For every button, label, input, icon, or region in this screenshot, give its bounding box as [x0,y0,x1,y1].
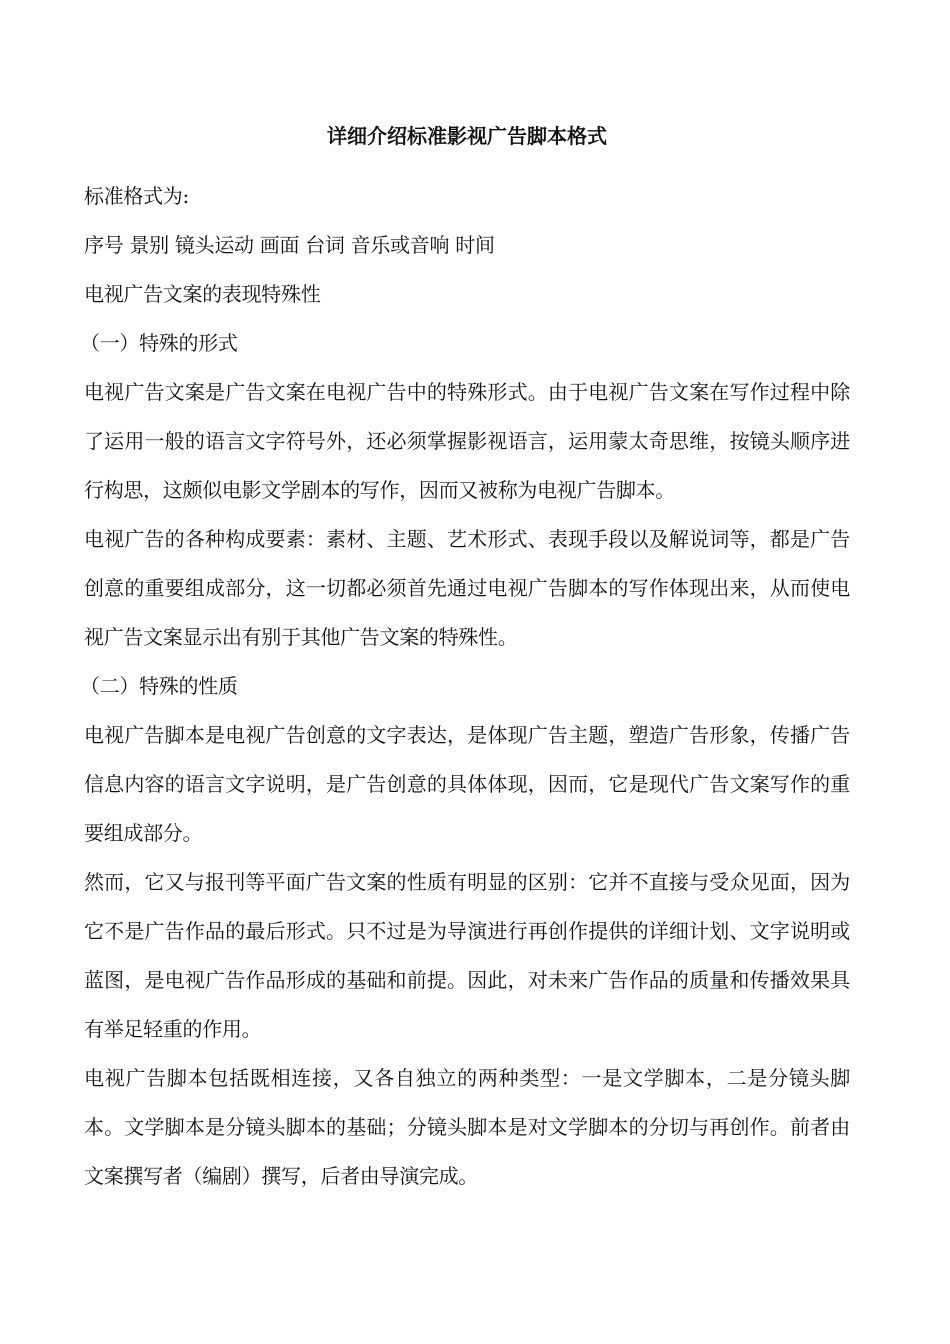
document-title: 详细介绍标准影视广告脚本格式 [327,124,607,148]
section-heading: 电视广告文案的表现特殊性 [84,282,321,306]
document-page [80,118,850,1201]
paragraph-format-label: 标准格式为: [84,184,189,208]
paragraph-script-types: 电视广告脚本包括既相连接，又各自独立的两种类型：一是文学脚本，二是分镜头脚本。文学脚本是分镜头脚本的基础；分镜头脚本是对文学脚本的分切与再创作。前者由文案撰写者（编剧）撰写，后者由导演完成。 [84,1066,850,1188]
subsection-heading-nature: （二）特殊的性质 [80,674,238,698]
paragraph-format-columns: 序号 景别 镜头运动 画面 台词 音乐或音响 时间 [84,233,495,257]
paragraph-nature-body-1: 电视广告脚本是电视广告创意的文字表达，是体现广告主题，塑造广告形象，传播广告信息内容的语言文字说明，是广告创意的具体体现，因而，它是现代广告文案写作的重要组成部分。 [84,723,850,845]
paragraph-form-body-1: 电视广告文案是广告文案在电视广告中的特殊形式。由于电视广告文案在写作过程中除了运用一般的语言文字符号外，还必须掌握影视语言，运用蒙太奇思维，按镜头顺序进行构思，这颇似电影文学剧本的写作，因而又被称为电视广告脚本。 [84,380,850,502]
paragraph-nature-body-2: 然而，它又与报刊等平面广告文案的性质有明显的区别：它并不直接与受众见面，因为它不是广告作品的最后形式。只不过是为导演进行再创作提供的详细计划、文字说明或蓝图，是电视广告作品形成的基础和前提。因此，对未来广告作品的质量和传播效果具有举足轻重的作用。 [84,870,850,1041]
subsection-heading-form: （一）特殊的形式 [80,331,238,355]
paragraph-form-body-2: 电视广告的各种构成要素：素材、主题、艺术形式、表现手段以及解说词等，都是广告创意的重要组成部分，这一切都必须首先通过电视广告脚本的写作体现出来，从而使电视广告文案显示出有别于其他广告文案的特殊性。 [84,527,850,649]
